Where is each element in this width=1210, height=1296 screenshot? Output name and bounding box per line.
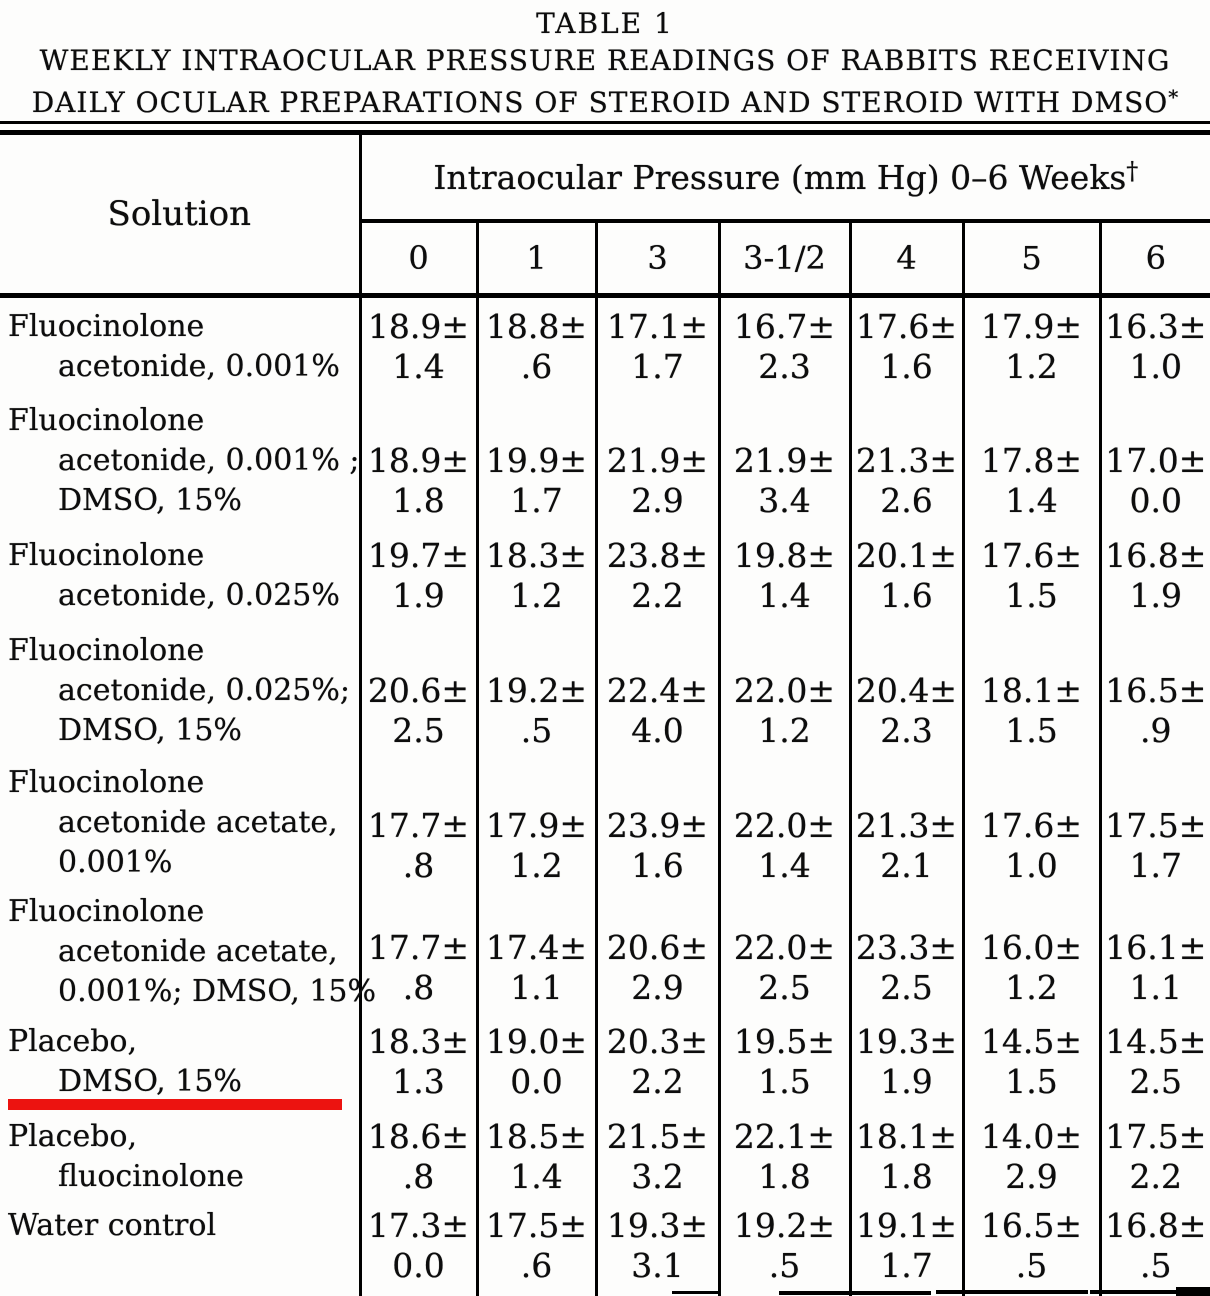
mean-value: 21.3±	[855, 805, 958, 845]
mean-value: 16.8±	[1105, 1205, 1207, 1245]
mean-value: 16.1±	[1105, 927, 1207, 967]
pressure-value-cell	[596, 1013, 719, 1111]
sd-value: 2.1	[880, 845, 933, 885]
sd-value: 3.4	[758, 480, 811, 520]
solution-label-line: acetonide, 0.025%;	[58, 672, 351, 708]
pressure-value-cell	[596, 626, 719, 756]
pressure-value-cell	[850, 1204, 963, 1296]
mean-value: 22.0±	[733, 805, 836, 845]
pressure-value-cell	[1100, 626, 1210, 756]
mean-value: 16.0±	[980, 927, 1083, 967]
solution-label-line: acetonide, 0.025%	[58, 577, 340, 613]
pressure-value-cell	[477, 396, 596, 526]
solution-label-line: DMSO, 15%	[58, 1063, 242, 1099]
pressure-value-cell	[850, 526, 963, 626]
pressure-value-cell	[850, 1013, 963, 1111]
pressure-value-cell	[719, 1013, 850, 1111]
pressure-value-cell	[360, 526, 477, 626]
mean-value: 20.6±	[606, 927, 709, 967]
table-row	[0, 396, 1210, 526]
mean-value: 22.4±	[606, 670, 709, 710]
mean-value: 19.1±	[855, 1205, 958, 1245]
mean-value: 17.5±	[485, 1205, 588, 1245]
pressure-value-cell	[963, 1204, 1100, 1296]
mean-value: 17.5±	[1105, 1117, 1207, 1156]
table-row	[0, 526, 1210, 626]
mean-value: 16.8±	[1105, 535, 1207, 575]
mean-value: 17.6±	[855, 306, 958, 346]
mean-value: 17.7±	[367, 927, 470, 967]
solution-label-line: acetonide acetate,	[58, 933, 338, 969]
sd-value: 1.9	[392, 575, 445, 615]
table-row	[0, 1204, 1210, 1296]
pressure-value-cell	[719, 1111, 850, 1204]
mean-value: 20.4±	[855, 670, 958, 710]
table-row	[0, 756, 1210, 891]
pressure-value-cell	[963, 296, 1100, 396]
pressure-value-cell	[596, 296, 719, 396]
week-header-0: 0	[360, 221, 477, 296]
highlight-underline	[8, 1099, 342, 1110]
mean-value: 21.9±	[733, 440, 836, 480]
solution-label-line: DMSO, 15%	[58, 712, 242, 748]
sd-value: .5	[1015, 1245, 1048, 1285]
sd-value: 4.0	[631, 710, 684, 750]
top-double-rule	[0, 121, 1210, 135]
solution-label-line: fluocinolone	[58, 1159, 244, 1194]
mean-value: 19.2±	[485, 670, 588, 710]
pressure-value-cell	[850, 891, 963, 1013]
sd-value: 1.8	[758, 1157, 811, 1196]
solution-label-cell	[0, 526, 360, 626]
sd-value: 2.5	[392, 710, 445, 750]
table-caption-line-2-text: DAILY OCULAR PREPARATIONS OF STEROID AND STEROID WITH DMSO	[31, 86, 1169, 119]
solution-label-line: Fluocinolone	[8, 765, 205, 800]
mean-value: 17.6±	[980, 535, 1083, 575]
table-title-block	[0, 0, 1210, 121]
sd-value: 1.2	[1005, 967, 1058, 1007]
pressure-value-cell	[850, 396, 963, 526]
mean-value: 23.3±	[855, 927, 958, 967]
solution-label-line: Placebo,	[8, 1023, 138, 1059]
pressure-value-cell	[719, 626, 850, 756]
mean-value: 20.3±	[606, 1021, 709, 1061]
solution-label-line: Fluocinolone	[8, 308, 205, 344]
solution-label-line: Water control	[8, 1207, 217, 1243]
mean-value: 17.8±	[980, 440, 1083, 480]
pressure-value-cell	[360, 1013, 477, 1111]
sd-value: 1.7	[880, 1245, 933, 1285]
pressure-value-cell	[1100, 1204, 1210, 1296]
pressure-value-cell	[596, 891, 719, 1013]
sd-value: 1.6	[880, 346, 933, 386]
sd-value: .8	[402, 1157, 435, 1196]
mean-value: 23.9±	[606, 805, 709, 845]
solution-label-line: Fluocinolone	[8, 402, 205, 438]
mean-value: 20.1±	[855, 535, 958, 575]
pressure-value-cell	[477, 296, 596, 396]
sd-value: 2.5	[758, 967, 811, 1007]
mean-value: 18.5±	[485, 1117, 588, 1156]
sd-value: 1.5	[1005, 1061, 1058, 1101]
week-header-1: 1	[477, 221, 596, 296]
mean-value: 17.9±	[980, 306, 1083, 346]
pressure-value-cell	[360, 626, 477, 756]
week-header-3: 3	[596, 221, 719, 296]
table-row	[0, 626, 1210, 756]
solution-label-cell	[0, 1204, 360, 1296]
sd-value: 1.5	[1005, 575, 1058, 615]
sd-value: 2.2	[631, 1061, 684, 1101]
pressure-value-cell	[596, 1204, 719, 1296]
pressure-value-cell	[360, 296, 477, 396]
pressure-value-cell	[963, 1013, 1100, 1111]
sd-value: 2.5	[1129, 1061, 1183, 1101]
bottom-rule-fragment	[1176, 1287, 1210, 1296]
sd-value: .8	[402, 967, 435, 1007]
week-header-5: 5	[963, 221, 1100, 296]
sd-value: 2.9	[631, 480, 684, 520]
pressure-value-cell	[850, 296, 963, 396]
mean-value: 17.9±	[485, 805, 588, 845]
mean-value: 18.9±	[367, 306, 470, 346]
pressure-value-cell	[1100, 756, 1210, 891]
table-row	[0, 296, 1210, 396]
pressure-value-cell	[596, 1111, 719, 1204]
pressure-value-cell	[1100, 396, 1210, 526]
sd-value: 1.6	[880, 575, 933, 615]
mean-value: 19.9±	[485, 440, 588, 480]
pressure-value-cell	[477, 1111, 596, 1204]
pressure-value-cell	[719, 756, 850, 891]
sd-value: 1.6	[631, 845, 684, 885]
solution-label-cell	[0, 1013, 360, 1111]
solution-label-line: Fluocinolone	[8, 632, 205, 668]
sd-value: .5	[1140, 1245, 1172, 1285]
mean-value: 16.3±	[1105, 306, 1207, 346]
mean-value: 17.4±	[485, 927, 588, 967]
mean-value: 17.6±	[980, 805, 1083, 845]
sd-value: 0.0	[392, 1245, 445, 1285]
sd-value: 1.4	[392, 346, 445, 386]
mean-value: 19.0±	[485, 1021, 588, 1061]
bottom-rule-fragment	[779, 1291, 931, 1295]
solution-label-line: Fluocinolone	[8, 893, 205, 929]
sd-value: .9	[1140, 710, 1172, 750]
bottom-rule-fragment	[936, 1290, 1088, 1294]
solution-label-cell	[0, 626, 360, 756]
pressure-value-cell	[596, 526, 719, 626]
pressure-value-cell	[477, 526, 596, 626]
sd-value: 1.7	[510, 480, 563, 520]
sd-value: 1.2	[758, 710, 811, 750]
pressure-value-cell	[477, 756, 596, 891]
table-row	[0, 891, 1210, 1013]
pressure-value-cell	[477, 1013, 596, 1111]
sd-value: 1.1	[1129, 967, 1183, 1007]
sd-value: 3.2	[631, 1157, 684, 1196]
mean-value: 21.5±	[606, 1117, 709, 1156]
sd-value: 0.0	[1129, 480, 1183, 520]
pressure-value-cell	[596, 756, 719, 891]
pressure-value-cell	[963, 626, 1100, 756]
sd-value: 1.1	[510, 967, 563, 1007]
sd-value: 1.0	[1005, 845, 1058, 885]
table-caption-line-1: WEEKLY INTRAOCULAR PRESSURE READINGS OF RABBITS RECEIVING	[39, 44, 1171, 77]
mean-value: 19.7±	[367, 535, 470, 575]
sd-value: 2.2	[1129, 1157, 1183, 1196]
mean-value: 18.3±	[485, 535, 588, 575]
pressure-span-header-text: Intraocular Pressure (mm Hg) 0–6 Weeks	[433, 158, 1127, 197]
pressure-table	[0, 135, 1210, 1296]
pressure-value-cell	[360, 891, 477, 1013]
mean-value: 14.5±	[1105, 1021, 1207, 1061]
mean-value: 17.1±	[606, 306, 709, 346]
mean-value: 17.7±	[367, 805, 470, 845]
sd-value: 1.8	[392, 480, 445, 520]
pressure-value-cell	[360, 1204, 477, 1296]
sd-value: 1.2	[510, 575, 563, 615]
pressure-value-cell	[963, 526, 1100, 626]
table-row	[0, 1013, 1210, 1111]
table-number: TABLE 1	[536, 7, 674, 40]
pressure-value-cell	[719, 296, 850, 396]
table-caption-line-2	[0, 79, 1210, 121]
mean-value: 18.1±	[980, 670, 1083, 710]
pressure-value-cell	[963, 891, 1100, 1013]
mean-value: 22.0±	[733, 927, 836, 967]
solution-label-line: acetonide acetate,	[58, 805, 338, 840]
pressure-value-cell	[963, 756, 1100, 891]
mean-value: 22.1±	[733, 1117, 836, 1156]
sd-value: 0.0	[510, 1061, 563, 1101]
pressure-value-cell	[963, 396, 1100, 526]
sd-value: 1.9	[1129, 575, 1183, 615]
mean-value: 23.8±	[606, 535, 709, 575]
asterisk-footnote-mark: *	[1168, 85, 1179, 109]
pressure-value-cell	[477, 1204, 596, 1296]
sd-value: 1.3	[392, 1061, 445, 1101]
mean-value: 17.3±	[367, 1205, 470, 1245]
mean-value: 14.0±	[980, 1117, 1083, 1156]
sd-value: 1.5	[1005, 710, 1058, 750]
sd-value: 1.4	[758, 845, 811, 885]
mean-value: 18.3±	[367, 1021, 470, 1061]
pressure-value-cell	[850, 626, 963, 756]
pressure-value-cell	[1100, 296, 1210, 396]
mean-value: 21.9±	[606, 440, 709, 480]
sd-value: 1.5	[758, 1061, 811, 1101]
bottom-rule-fragment	[672, 1291, 718, 1294]
solution-label-cell	[0, 296, 360, 396]
pressure-value-cell	[1100, 1111, 1210, 1204]
solution-label-cell	[0, 756, 360, 891]
sd-value: 1.4	[510, 1157, 563, 1196]
week-header-3-1/2: 3-1/2	[719, 221, 850, 296]
sd-value: 1.0	[1129, 346, 1183, 386]
week-header-4: 4	[850, 221, 963, 296]
sd-value: .6	[520, 1245, 553, 1285]
sd-value: 1.9	[880, 1061, 933, 1101]
table-row	[0, 1111, 1210, 1204]
sd-value: 2.2	[631, 575, 684, 615]
pressure-value-cell	[850, 756, 963, 891]
sd-value: 3.1	[631, 1245, 684, 1285]
pressure-value-cell	[719, 891, 850, 1013]
sd-value: .5	[768, 1245, 801, 1285]
mean-value: 18.6±	[367, 1117, 470, 1156]
solution-label-line: DMSO, 15%	[58, 482, 242, 518]
pressure-value-cell	[719, 396, 850, 526]
mean-value: 18.8±	[485, 306, 588, 346]
solution-label-cell	[0, 1111, 360, 1204]
pressure-value-cell	[1100, 526, 1210, 626]
mean-value: 17.5±	[1105, 805, 1207, 845]
solution-column-header: Solution	[0, 135, 360, 296]
mean-value: 18.9±	[367, 440, 470, 480]
mean-value: 20.6±	[367, 670, 470, 710]
mean-value: 16.5±	[980, 1205, 1083, 1245]
mean-value: 19.3±	[855, 1021, 958, 1061]
mean-value: 14.5±	[980, 1021, 1083, 1061]
mean-value: 22.0±	[733, 670, 836, 710]
sd-value: .5	[520, 710, 553, 750]
mean-value: 18.1±	[855, 1117, 958, 1156]
sd-value: 2.5	[880, 967, 933, 1007]
pressure-value-cell	[719, 1204, 850, 1296]
mean-value: 19.8±	[733, 535, 836, 575]
pressure-value-cell	[596, 396, 719, 526]
mean-value: 16.7±	[733, 306, 836, 346]
pressure-value-cell	[360, 396, 477, 526]
pressure-value-cell	[850, 1111, 963, 1204]
pressure-value-cell	[360, 1111, 477, 1204]
sd-value: 2.9	[1005, 1157, 1058, 1196]
pressure-value-cell	[1100, 1013, 1210, 1111]
mean-value: 21.3±	[855, 440, 958, 480]
sd-value: 1.7	[1129, 845, 1183, 885]
pressure-value-cell	[719, 526, 850, 626]
week-header-6: 6	[1100, 221, 1210, 296]
solution-label-cell	[0, 396, 360, 526]
pressure-span-header	[360, 135, 1210, 221]
mean-value: 19.3±	[606, 1205, 709, 1245]
dagger-footnote-mark: †	[1126, 157, 1139, 185]
pressure-value-cell	[477, 626, 596, 756]
sd-value: 2.9	[631, 967, 684, 1007]
sd-value: 1.2	[1005, 346, 1058, 386]
solution-label-line: acetonide, 0.001% ;	[58, 442, 360, 478]
mean-value: 19.5±	[733, 1021, 836, 1061]
mean-value: 19.2±	[733, 1205, 836, 1245]
solution-label-cell	[0, 891, 376, 1013]
pressure-value-cell	[1100, 891, 1210, 1013]
pressure-value-cell	[360, 756, 477, 891]
sd-value: .8	[402, 845, 435, 885]
mean-value: 16.5±	[1105, 670, 1207, 710]
sd-value: 1.4	[1005, 480, 1058, 520]
sd-value: 1.2	[510, 845, 563, 885]
pressure-value-cell	[477, 891, 596, 1013]
sd-value: 1.8	[880, 1157, 933, 1196]
solution-label-line: Fluocinolone	[8, 537, 205, 573]
solution-label-line: 0.001%; DMSO, 15%	[58, 973, 376, 1009]
sd-value: 1.4	[758, 575, 811, 615]
sd-value: 2.3	[880, 710, 933, 750]
solution-label-line: 0.001%	[58, 845, 173, 880]
pressure-header-row	[0, 135, 1210, 221]
solution-label-line: Placebo,	[8, 1119, 138, 1154]
mean-value: 17.0±	[1105, 440, 1207, 480]
pressure-value-cell	[963, 1111, 1100, 1204]
sd-value: 2.6	[880, 480, 933, 520]
sd-value: 2.3	[758, 346, 811, 386]
sd-value: 1.7	[631, 346, 684, 386]
solution-label-line: acetonide, 0.001%	[58, 348, 340, 384]
sd-value: .6	[520, 346, 553, 386]
